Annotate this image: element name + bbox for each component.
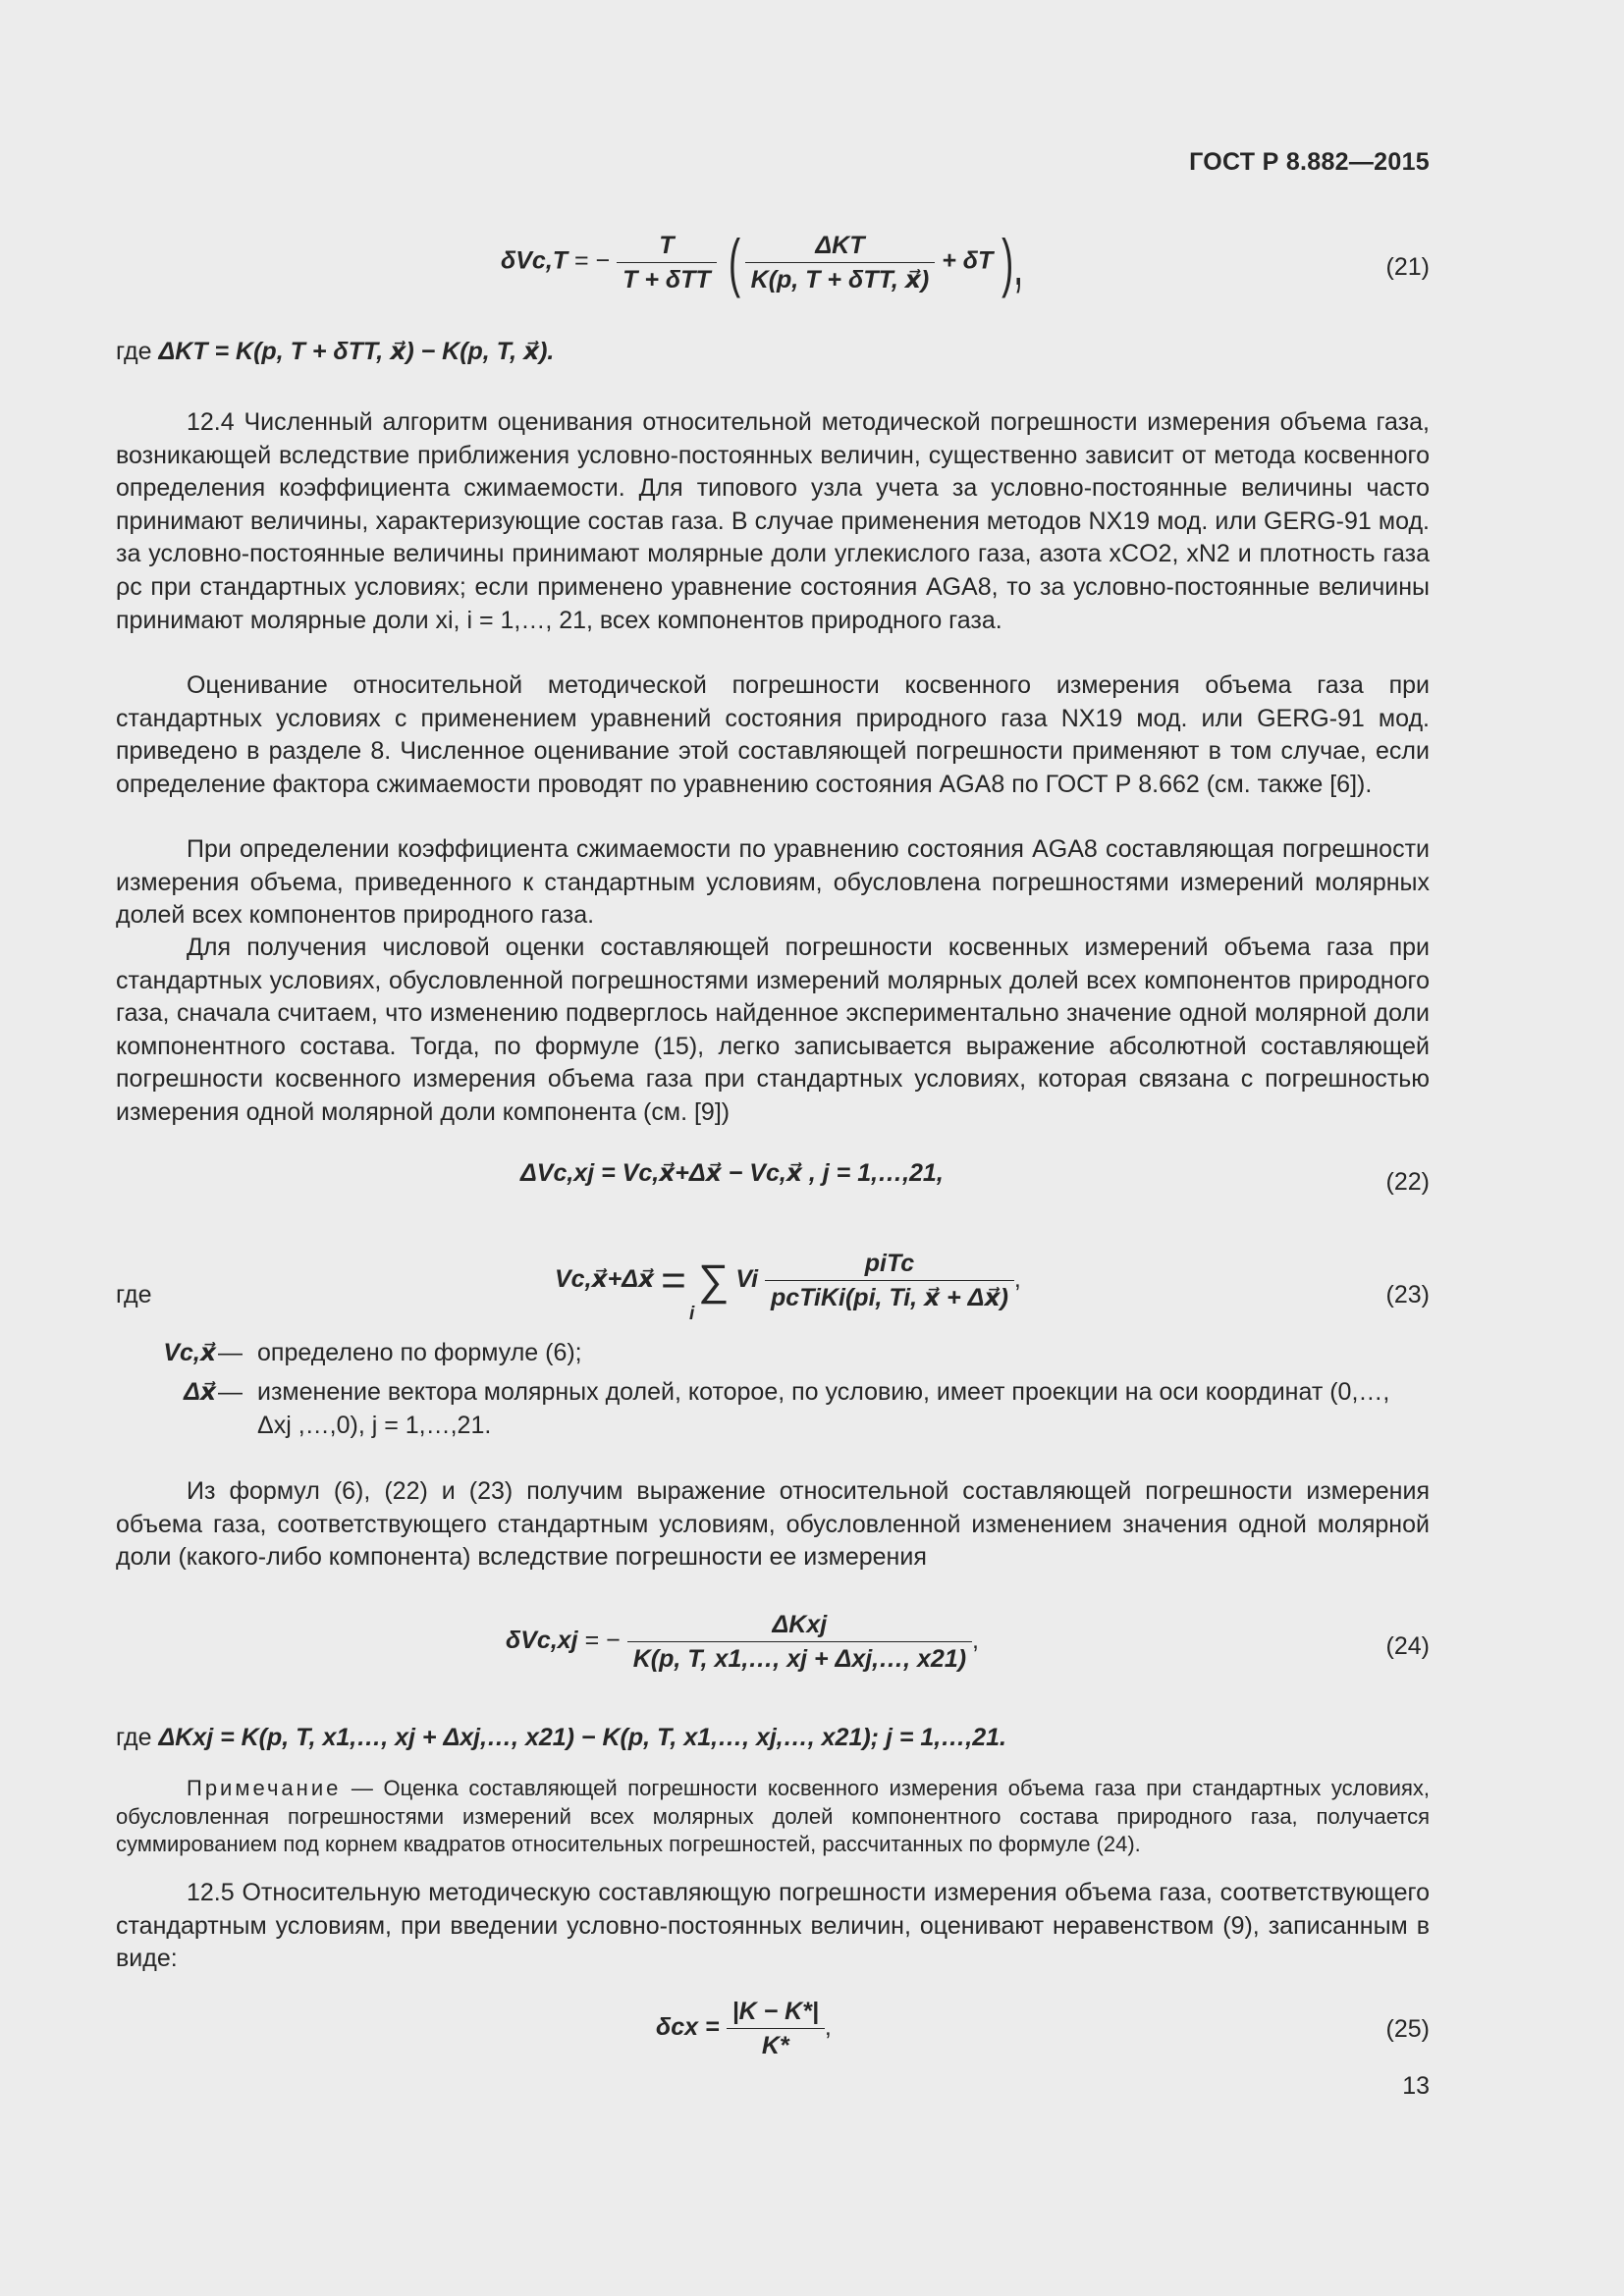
formula-21-fraction-2: $\frac{\text{ΔKT}}{\text{K(p, T + δTT, x⃗)}}$ <box>745 231 936 294</box>
formula-25-lhs: δcx = <box>656 2013 720 2042</box>
formula-21-lhs: δVc,T <box>501 246 568 275</box>
formula-21-number: (21) <box>1385 253 1430 281</box>
formula-24-number: (24) <box>1385 1632 1430 1660</box>
paragraph-12-5: 12.5 Относительную методическую составляющую погрешности измерения объема газа, соответствующего стандартным условиям, при введении условно-постоянных величин, оценивают неравенством (9), записанным в виде: <box>116 1879 1430 1973</box>
formula-24-lhs: δVc,xj <box>506 1627 578 1655</box>
document-code: ГОСТ Р 8.882—2015 <box>1189 148 1430 176</box>
definition-vc: Vc,x⃗ — определено по формуле (6); <box>0 1337 1624 1370</box>
formula-21-fraction-1: $\frac{T}{\text{T + δTT}}$ <box>617 231 717 294</box>
formula-23: Vc,x⃗+Δx⃗ = ∑ Vi $\frac{\text{piTc}}{\text{pcTiKi(pi, Ti, x⃗ + Δx⃗)}}$ , i <box>555 1250 1021 1324</box>
formula-21-eq: = − <box>574 246 611 275</box>
formula-23-sum-index: i <box>689 1304 695 1324</box>
page-number: 13 <box>1402 2072 1430 2100</box>
formula-23-vi: Vi <box>735 1265 759 1294</box>
paragraph-evaluation: Оценивание относительной методической погрешности косвенного измерения объема газа при стандартных условиях с применением уравнений состояния природного газа NX19 мод. или GERG-91 мод. приведено в разделе 8. Численное оценивание этой составляющей погрешности применяют в том случае, если определение фактора сжимаемости проводят по уравнению состояния AGA8 по ГОСТ Р 8.662 (см. также [6]). <box>116 671 1430 798</box>
where-23: где <box>116 1281 152 1308</box>
formula-21-tail: + δT <box>942 246 994 275</box>
where-24-formula: ΔKxj = K(p, T, x1,…, xj + Δxj,…, x21) − K(p, T, x1,…, xj,…, x21); j = 1,…,21. <box>158 1724 1006 1751</box>
formula-25-number: (25) <box>1385 2015 1430 2043</box>
where-24: где ΔKxj = K(p, T, x1,…, xj + Δxj,…, x21) − K(p, T, x1,…, xj,…, x21); j = 1,…,21. <box>116 1724 1006 1751</box>
paragraph-aga8: При определении коэффициента сжимаемости по уравнению состояния AGA8 составляющая погрешности измерения объема, приведенного к стандартным условиям, обусловлена погрешностями измерений молярных долей всех компонентов природного газа. <box>116 835 1430 930</box>
formula-22-number: (22) <box>1385 1168 1430 1196</box>
note-label: Примечание <box>187 1776 342 1800</box>
formula-24: δVc,xj = − $\frac{\text{ΔKxj}}{\text{K(p, T, x1,…, xj + Δxj,…, x21)}}$ , <box>506 1611 979 1673</box>
paragraph-numeric-estimate: Для получения числовой оценки составляющей погрешности косвенных измерений объема газа при стандартных условиях, обусловленной погрешностями измерений молярных долей всех компонентов природного газа, сначала считаем, что изменению подверглось найденное экспериментально значение одной молярной доли компонентного состава. Тогда, по формуле (15), легко записывается выражение абсолютной составляющей погрешности косвенного измерения объема газа при стандартных условиях, которая связана с погрешностью измерения одной молярной доли компонента (см. [9]) <box>116 934 1430 1126</box>
formula-23-sum: = ∑ <box>661 1255 730 1305</box>
where-21: где ΔKT = K(p, T + δTT, x⃗) − K(p, T, x⃗). <box>116 338 555 365</box>
formula-23-lhs: Vc,x⃗+Δx⃗ <box>555 1265 655 1294</box>
formula-25-fraction: $\frac{|K - K*|}{K*}$ <box>727 1997 825 2060</box>
formula-22: ΔVc,xj = Vc,x⃗+Δx⃗ − Vc,x⃗ , j = 1,…,21, <box>520 1159 944 1187</box>
paragraph-from-formulas: Из формул (6), (22) и (23) получим выражение относительной составляющей погрешности измерения объема газа, соответствующего стандартным условиям, обусловленной изменением значения одной молярной доли (какого-либо компонента) вследствие погрешности ее измерения <box>116 1477 1430 1572</box>
note-text: — Оценка составляющей погрешности косвенного измерения объема газа при стандартных условиях, обусловленная погрешностями измерений всех молярных долей компонентного состава природного газа, получается суммированием под корнем квадратов относительных погрешностей, рассчитанных по формуле (24). <box>116 1776 1430 1856</box>
formula-21-end: ), <box>1001 226 1024 298</box>
definition-delta-x-symbol: Δx⃗ <box>184 1378 216 1406</box>
formula-21: δVc,T = − $\frac{T}{\text{T + δTT}}$ ( $\frac{\text{ΔKT}}{\text{K(p, T + δTT, x⃗)}}$ + δT ), <box>501 226 1024 298</box>
definition-delta-x-text: изменение вектора молярных долей, которое, по условию, имеет проекции на оси координат (0,…, Δxj ,…,0), j = 1,…,21. <box>257 1378 1390 1439</box>
formula-25: δcx = $\frac{|K - K*|}{K*}$ , <box>656 1998 832 2059</box>
definition-vc-text: определено по формуле (6); <box>257 1339 582 1366</box>
formula-24-fraction: $\frac{\text{ΔKxj}}{\text{K(p, T, x1,…, xj + Δxj,…, x21)}}$ <box>627 1610 972 1674</box>
where-21-formula: ΔKT = K(p, T + δTT, x⃗) − K(p, T, x⃗). <box>158 338 555 365</box>
definition-vc-symbol: Vc,x⃗ <box>163 1339 216 1366</box>
formula-23-number: (23) <box>1385 1281 1430 1308</box>
note <box>116 1775 1430 1859</box>
paragraph-12-4: 12.4 Численный алгоритм оценивания относительной методической погрешности измерения объема газа, возникающей вследствие приближения условно-постоянных величин, существенно зависит от метода косвенного определения коэффициента сжимаемости. Для типового узла учета за условно-постоянные величины часто принимают величины, характеризующие состав газа. В случае применения методов NX19 мод. или GERG-91 мод. за условно-постоянные величины принимают молярные доли углекислого газа, азота xCO2, xN2 и плотность газа ρc при стандартных условиях; если применено уравнение состояния AGA8, то за условно-постоянные величины принимают молярные доли xi, i = 1,…, 21, всех компонентов природного газа. <box>116 408 1430 634</box>
formula-23-fraction: $\frac{\text{piTc}}{\text{pcTiKi(pi, Ti, x⃗ + Δx⃗)}}$ <box>765 1249 1014 1312</box>
definition-delta-x: Δx⃗ — изменение вектора молярных долей, которое, по условию, имеет проекции на оси координат (0,…, Δxj ,…,0), j = 1,…,21. <box>0 1376 1624 1443</box>
